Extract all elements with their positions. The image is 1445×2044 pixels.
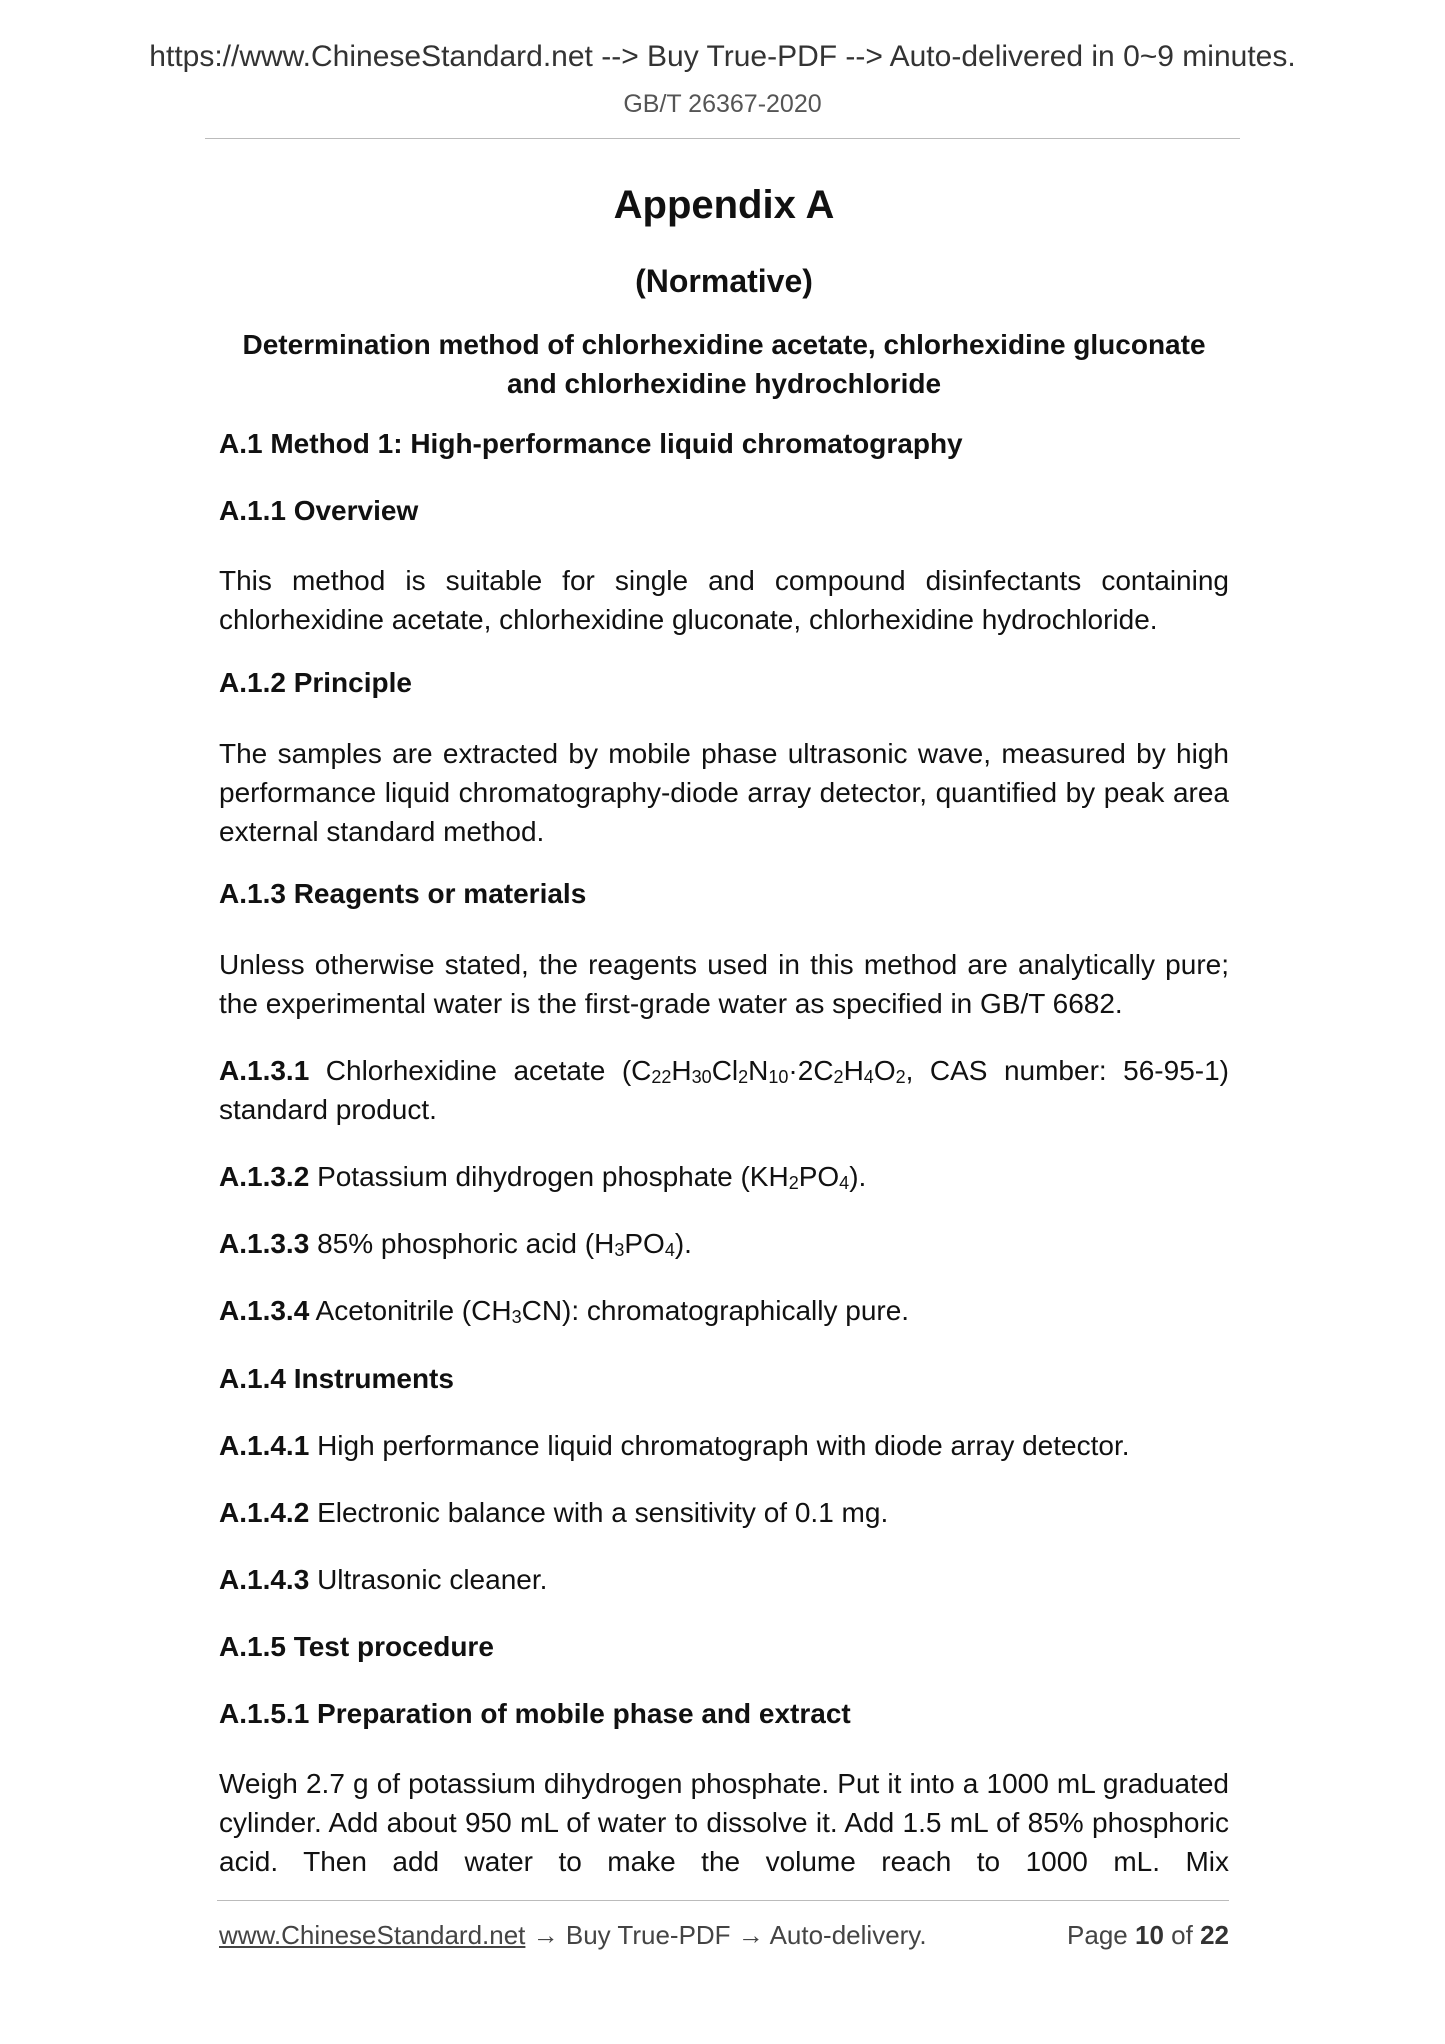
item-a142-text: Electronic balance with a sensitivity of 0.1 mg.: [317, 1497, 889, 1528]
page-total: 22: [1200, 1920, 1229, 1950]
item-a141: [219, 1426, 1229, 1465]
section-a14-heading: A.1.4 Instruments: [219, 1363, 454, 1394]
item-a132-text-a: Potassium dihydrogen phosphate (KH: [317, 1161, 789, 1192]
item-a134-number: A.1.3.4: [219, 1295, 310, 1326]
item-a141-text: High performance liquid chromatograph with diode array detector.: [317, 1430, 1130, 1461]
item-a143-number: A.1.4.3: [219, 1564, 310, 1595]
section-a1-heading: A.1 Method 1: High-performance liquid chromatography: [219, 428, 963, 459]
section-a11-text: This method is suitable for single and compound disinfectants containing chlorhexidine acetate, chlorhexidine gluconate, chlorhexidine hydrochloride.: [219, 565, 1229, 635]
item-a133: A.1.3.3 85% phosphoric acid $(H_3PO_4)$.: [219, 1228, 692, 1260]
item-a141-number: A.1.4.1: [219, 1430, 310, 1461]
item-a143-text: Ultrasonic cleaner.: [317, 1564, 548, 1595]
item-a143: [219, 1560, 1229, 1599]
appendix-title: Appendix A: [613, 183, 835, 227]
item-a133-text-a: 85% phosphoric acid (H: [317, 1228, 615, 1259]
page-label: Page: [1067, 1920, 1128, 1950]
item-a133-text-b: ).: [674, 1228, 692, 1259]
section-a11-heading: A.1.1 Overview: [219, 495, 419, 526]
item-a142-number: A.1.4.2: [219, 1497, 310, 1528]
item-a131-number: A.1.3.1: [219, 1055, 310, 1086]
item-a132-number: A.1.3.2: [219, 1161, 310, 1192]
section-a151-text: Weigh 2.7 g of potassium dihydrogen phosphate. Put it into a 1000 mL graduated cylinder. Add about 950 mL of water to dissolve it. Add 1.5 mL of 85% phosphoric acid. Then add water to make the volume reach to 1000 mL. Mix: [219, 1768, 1229, 1877]
item-a134: A.1.3.4 Acetonitrile $(CH_3CN)$: chromatographically pure.: [219, 1295, 910, 1327]
appendix-type: (Normative): [635, 263, 813, 299]
section-a13-text: Unless otherwise stated, the reagents used in this method are analytically pure; the experimental water is the first-grade water as specified in GB/T 6682.: [219, 949, 1229, 1019]
section-a12-text: The samples are extracted by mobile phase ultrasonic wave, measured by high performance liquid chromatography-diode array detector, quantified by peak area external standard method.: [219, 738, 1229, 847]
standard-number: GB/T 26367-2020: [623, 90, 822, 118]
item-a134-text-a: Acetonitrile (CH: [315, 1295, 512, 1326]
item-a131-text-b: , CAS number: 56-95-1) standard product.: [219, 1055, 1229, 1125]
item-a142: [219, 1493, 1229, 1532]
footer-site-link[interactable]: www.ChineseStandard.net: [219, 1920, 526, 1950]
item-a132: A.1.3.2 Potassium dihydrogen phosphate $(KH_2PO_4)$.: [219, 1161, 867, 1193]
page-footer: [219, 1920, 1229, 1951]
header-divider: [205, 138, 1240, 139]
item-a132-text-b: ).: [849, 1161, 867, 1192]
item-a131-text-a: Chlorhexidine acetate (C: [325, 1055, 652, 1086]
page-current: 10: [1135, 1920, 1164, 1950]
appendix-subtitle: [219, 325, 1229, 403]
page-indicator: [1067, 1920, 1229, 1951]
item-a133-number: A.1.3.3: [219, 1228, 310, 1259]
footer-divider: [217, 1900, 1229, 1901]
section-a151-heading: A.1.5.1 Preparation of mobile phase and extract: [219, 1698, 851, 1729]
appendix-subtitle-line2: and chlorhexidine hydrochloride: [506, 368, 942, 399]
appendix-subtitle-line1: Determination method of chlorhexidine acetate, chlorhexidine gluconate: [242, 329, 1206, 360]
section-a12-heading: A.1.2 Principle: [219, 667, 412, 698]
header-url-line[interactable]: https://www.ChineseStandard.net --> Buy True-PDF --> Auto-delivered in 0~9 minutes.: [149, 40, 1296, 73]
page-of: of: [1171, 1920, 1193, 1950]
item-a131: A.1.3.1 Chlorhexidine acetate ($C_{22}H_{30}Cl_2N_{10}\cdot 2C_2H_4O_2$, CAS number: 56-95-1) standard product.: [219, 1055, 1229, 1125]
item-a134-text-b: CN): chromatographically pure.: [521, 1295, 910, 1326]
section-a15-heading: A.1.5 Test procedure: [219, 1631, 494, 1662]
footer-tail-text: → Buy True-PDF → Auto-delivery.: [525, 1920, 927, 1950]
section-a13-heading: A.1.3 Reagents or materials: [219, 878, 587, 909]
